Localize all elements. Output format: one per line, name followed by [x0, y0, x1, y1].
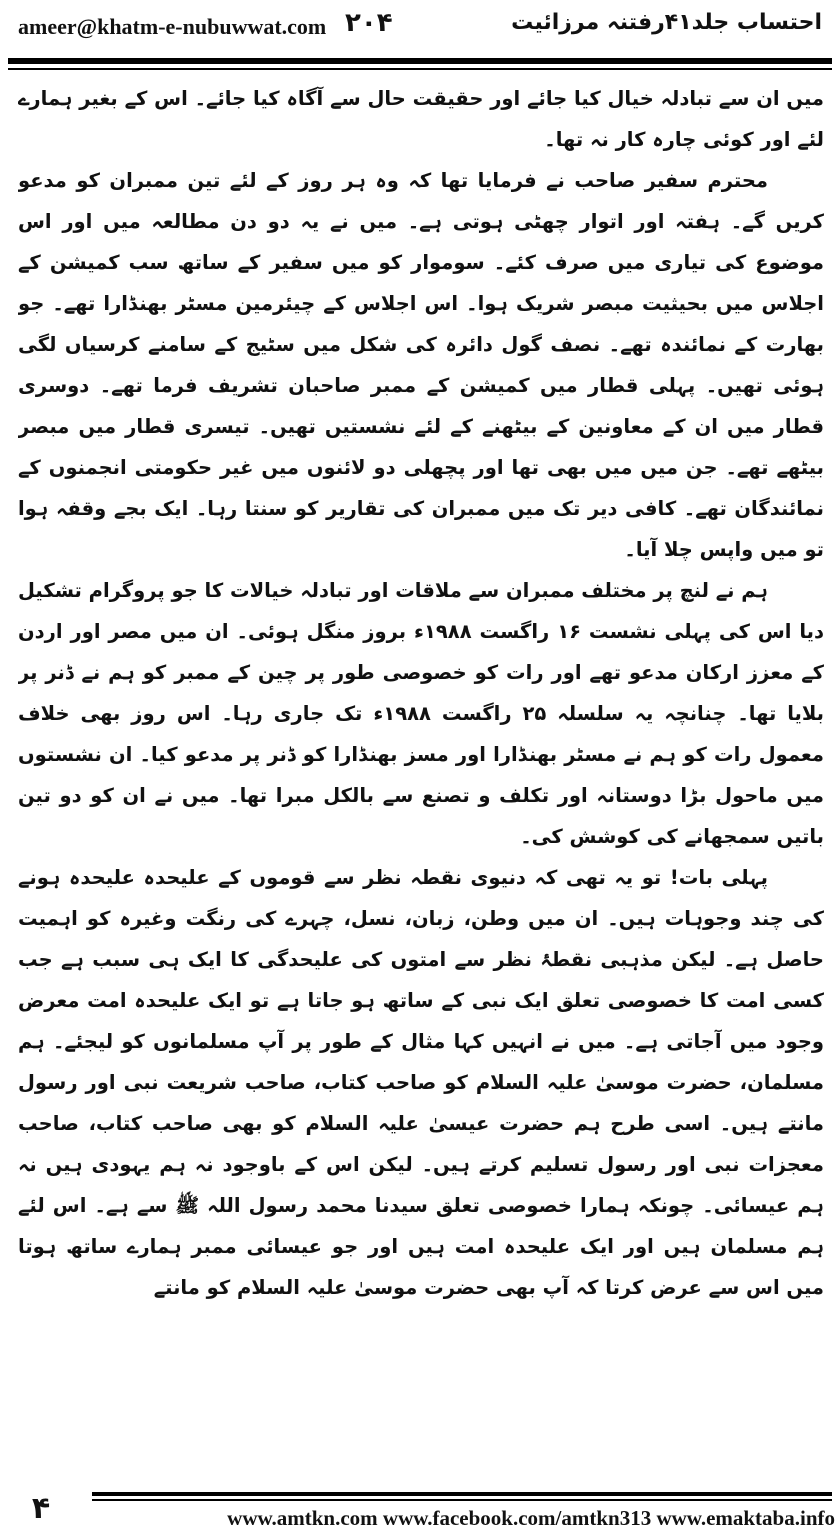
- header-rule-thick: [8, 58, 832, 64]
- footer-rule-thick: [92, 1492, 832, 1496]
- header-email: ameer@khatm-e-nubuwwat.com: [18, 14, 327, 39]
- page-header: [0, 0, 840, 58]
- header-page-number: ۲۰۴: [345, 8, 393, 38]
- footer-rule-thin: [92, 1499, 832, 1501]
- header-rule-thin: [8, 68, 832, 70]
- paragraph: محترم سفیر صاحب نے فرمایا تھا کہ وہ ہر روز کے لئے تین ممبران کو مدعو کریں گے۔ ہفتہ اور اتوار چھٹی ہوتی ہے۔ میں نے یہ دو دن مطالعہ میں اور اس موضوع کی تیاری میں صرف کئے۔ سوموار کو میں سفیر کے ساتھ سب کمیشن کے اجلاس میں بحیثیت مبصر شریک ہوا۔ اس اجلاس کے چیئرمین مسٹر بھنڈارا تھے۔ جو بھارت کے نمائندہ تھے۔ نصف گول دائرہ کی شکل میں سٹیج کے سامنے کرسیاں لگی ہوئی تھیں۔ پہلی قطار میں کمیشن کے ممبر صاحبان تشریف فرما تھے۔ دوسری قطار میں ان کے معاونین کے بیٹھنے کے لئے نشستیں تھیں۔ تیسری قطار میں مبصر بیٹھے تھے۔ جن میں میں بھی تھا اور پچھلی دو لائنوں میں غیر حکومتی انجمنوں کے نمائندگان تھے۔ کافی دیر تک میں ممبران کی تقاریر کو سنتا رہا۔ ایک بجے وقفہ ہوا تو میں واپس چلا آیا۔: [18, 169, 824, 561]
- paragraph: پہلی بات! تو یہ تھی کہ دنیوی نقطہ نظر سے قوموں کے علیحدہ علیحدہ ہونے کی چند وجوہات ہیں۔ ان میں وطن، زبان، نسل، چہرے کی رنگت وغیرہ کو اہمیت حاصل ہے۔ لیکن مذہبی نقطۂ نظر سے امتوں کی علیحدگی کا ایک ہی سبب ہے جب کسی امت کا خصوصی تعلق ایک نبی کے ساتھ ہو جاتا ہے تو ایک علیحدہ امت معرض وجود میں آجاتی ہے۔ میں نے انہیں کہا مثال کے طور پر آپ مسلمانوں کو لیجئے۔ ہم مسلمان، حضرت موسیٰ علیہ السلام کو صاحب کتاب، صاحب شریعت نبی اور رسول مانتے ہیں۔ اسی طرح ہم حضرت عیسیٰ علیہ السلام کو بھی صاحب کتاب، صاحب معجزات نبی اور رسول تسلیم کرتے ہیں۔ لیکن اس کے باوجود نہ ہم یہودی ہیں نہ ہم عیسائی۔ چونکہ ہمارا خصوصی تعلق سیدنا محمد رسول اللہ ﷺ سے ہے۔ اس لئے ہم مسلمان ہیں اور ایک علیحدہ امت ہیں اور جو عیسائی ممبر ہمارے ساتھ ہوتا میں اس سے عرض کرتا کہ آپ بھی حضرت موسیٰ علیہ السلام کو مانتے: [18, 866, 824, 1299]
- footer-page-number: ۴: [31, 1491, 51, 1526]
- footer-links[interactable]: www.amtkn.com www.facebook.com/amtkn313 www.emaktaba.info: [227, 1506, 835, 1530]
- page-body: [18, 78, 824, 1478]
- header-book-title: احتساب جلد۴۱رفتنہ مرزائیت: [511, 10, 822, 35]
- paragraph: میں ان سے تبادلہ خیال کیا جائے اور حقیقت حال سے آگاہ کیا جائے۔ اس کے بغیر ہمارے لئے اور کوئی چارہ کار نہ تھا۔: [18, 87, 824, 151]
- paragraph: ہم نے لنچ پر مختلف ممبران سے ملاقات اور تبادلہ خیالات کا جو پروگرام تشکیل دیا اس کی پہلی نشست ۱۶ راگست ۱۹۸۸ء بروز منگل ہوئی۔ ان میں مصر اور اردن کے معزز ارکان مدعو تھے اور رات کو خصوصی طور پر چین کے ممبر کو ہم نے ڈنر پر بلایا تھا۔ چنانچہ یہ سلسلہ ۲۵ راگست ۱۹۸۸ء تک جاری رہا۔ اس روز بھی خلاف معمول رات کو ہم نے مسٹر بھنڈارا اور مسز بھنڈارا کو ڈنر پر مدعو کیا۔ ان نشستوں میں ماحول بڑا دوستانہ اور تکلف و تصنع سے بالکل مبرا تھا۔ میں نے ان کو دو تین باتیں سمجھانے کی کوشش کی۔: [18, 579, 824, 848]
- page-footer: [0, 1486, 840, 1540]
